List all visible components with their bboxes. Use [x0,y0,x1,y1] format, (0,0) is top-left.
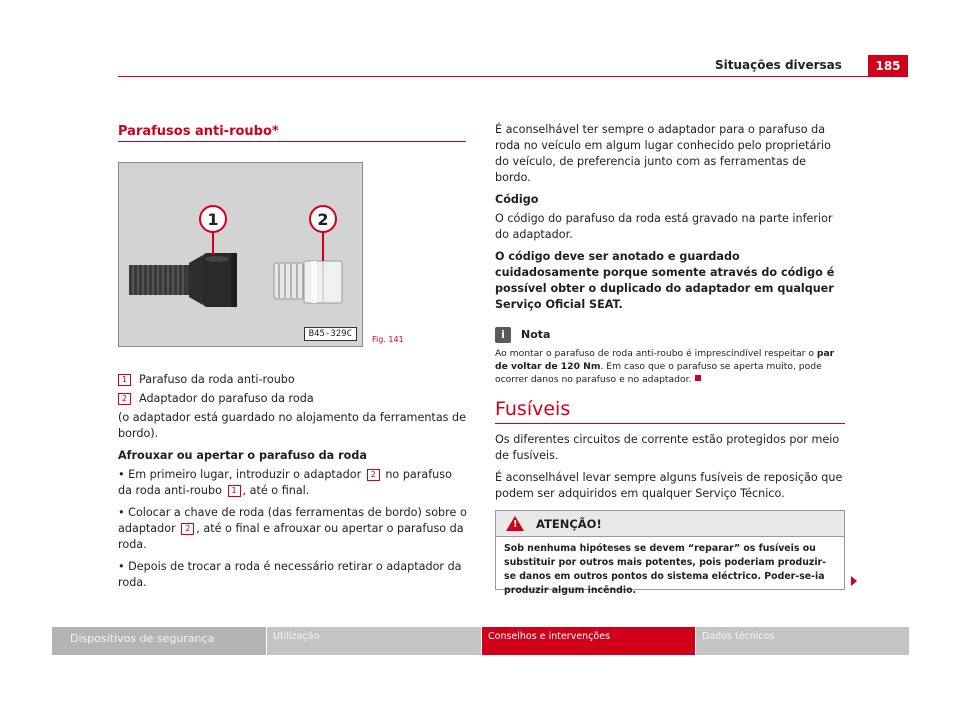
procedure-heading: Afrouxar ou apertar o parafuso da roda [118,449,367,462]
section-rule [118,141,466,142]
legend-number: 1 [118,374,131,386]
note-header [495,327,845,343]
step-1: • Em primeiro lugar, introduzir o adaptador 2 no parafuso da roda anti-roubo 1 , até o final. [118,468,452,497]
ref-number: 2 [181,523,194,535]
note-text: Ao montar o parafuso de roda anti-roubo é imprescindível respeitar o par de voltar de 120 Nm. Em caso que o parafuso se aperta muito, pode ocorrer danos no parafuso e no adaptador. [495,348,835,385]
legend-item [118,372,468,388]
bolt-adapter [274,261,342,303]
legend-item [118,391,468,407]
right-column [495,122,845,386]
callout-2-label: 2 [317,210,329,229]
bolt-and-adapter-drawing [119,163,363,347]
footer-tab-technical[interactable]: Dados técnicos [696,627,909,655]
figure-caption: Fig. 141 [372,335,404,344]
fuses-paragraph-1: Os diferentes circuitos de corrente estão protegidos por meio de fusíveis. [495,433,840,462]
code-important-paragraph: O código deve ser anotado e guardado cuidadosamente porque somente através do código é possível obter o duplicado do adaptador em qualquer Serviço Oficial SEAT. [495,250,835,311]
footer-tab-operation[interactable]: Utilização [267,627,481,655]
fuses-text [495,432,845,508]
callout-1-label: 1 [207,210,219,229]
warning-box [495,510,845,596]
code-heading: Código [495,193,539,206]
header-rule [118,76,868,77]
figure-illustration [118,162,363,347]
adapter-storage-note: (o adaptador está guardado no alojamento da ferramentas de bordo). [118,411,467,440]
warning-header [496,511,844,537]
legend-text: Adaptador do parafuso da roda [139,392,314,405]
ref-number: 2 [367,469,380,481]
ref-number: 1 [228,485,241,497]
continue-arrow-icon [851,576,857,586]
running-header: Situações diversas [715,58,842,72]
end-marker-icon [695,375,701,381]
footer-nav [52,627,909,655]
code-paragraph: O código do parafuso da roda está gravado na parte inferior do adaptador. [495,212,833,241]
intro-paragraph: É aconselhável ter sempre o adaptador para o parafuso da roda no veículo em algum lugar conhecido pelo proprietário do veículo, de preferencia junto com as ferramentas de bordo. [495,123,831,184]
legend-number: 2 [118,393,131,405]
page-number: 185 [868,55,908,77]
info-icon: i [495,327,511,343]
note-title: Nota [521,328,551,341]
fuses-heading: Fusíveis [495,398,571,420]
legend-text: Parafuso da roda anti-roubo [139,373,295,386]
warning-text: Sob nenhuma hipóteses se devem “reparar” os fusíveis ou substituir por outros mais potentes, pois poderiam produzir-se danos em outros pontos do sistema eléctrico. Poder-se-ia produzir algum incêndio. [504,543,827,596]
step-2: • Colocar a chave de roda (das ferramentas de bordo) sobre o adaptador 2 , até o final e afrouxar ou apertar o parafuso da roda. [118,506,467,551]
footer-tab-safety[interactable]: Dispositivos de segurança [52,627,266,655]
fuses-rule [495,423,845,424]
warning-title: ATENÇÃO! [536,516,602,531]
step-3: • Depois de trocar a roda é necessário retirar o adaptador da roda. [118,560,462,589]
left-column [118,372,468,597]
figure-code: B45-329C [304,327,357,341]
section-heading: Parafusos anti-roubo* [118,124,279,139]
warning-triangle-icon: ! [506,516,524,531]
fuses-paragraph-2: É aconselhável levar sempre alguns fusíveis de reposição que podem ser adquiridos em qualquer Serviço Técnico. [495,471,843,500]
footer-tab-tips[interactable]: Conselhos e intervenções [482,627,695,655]
